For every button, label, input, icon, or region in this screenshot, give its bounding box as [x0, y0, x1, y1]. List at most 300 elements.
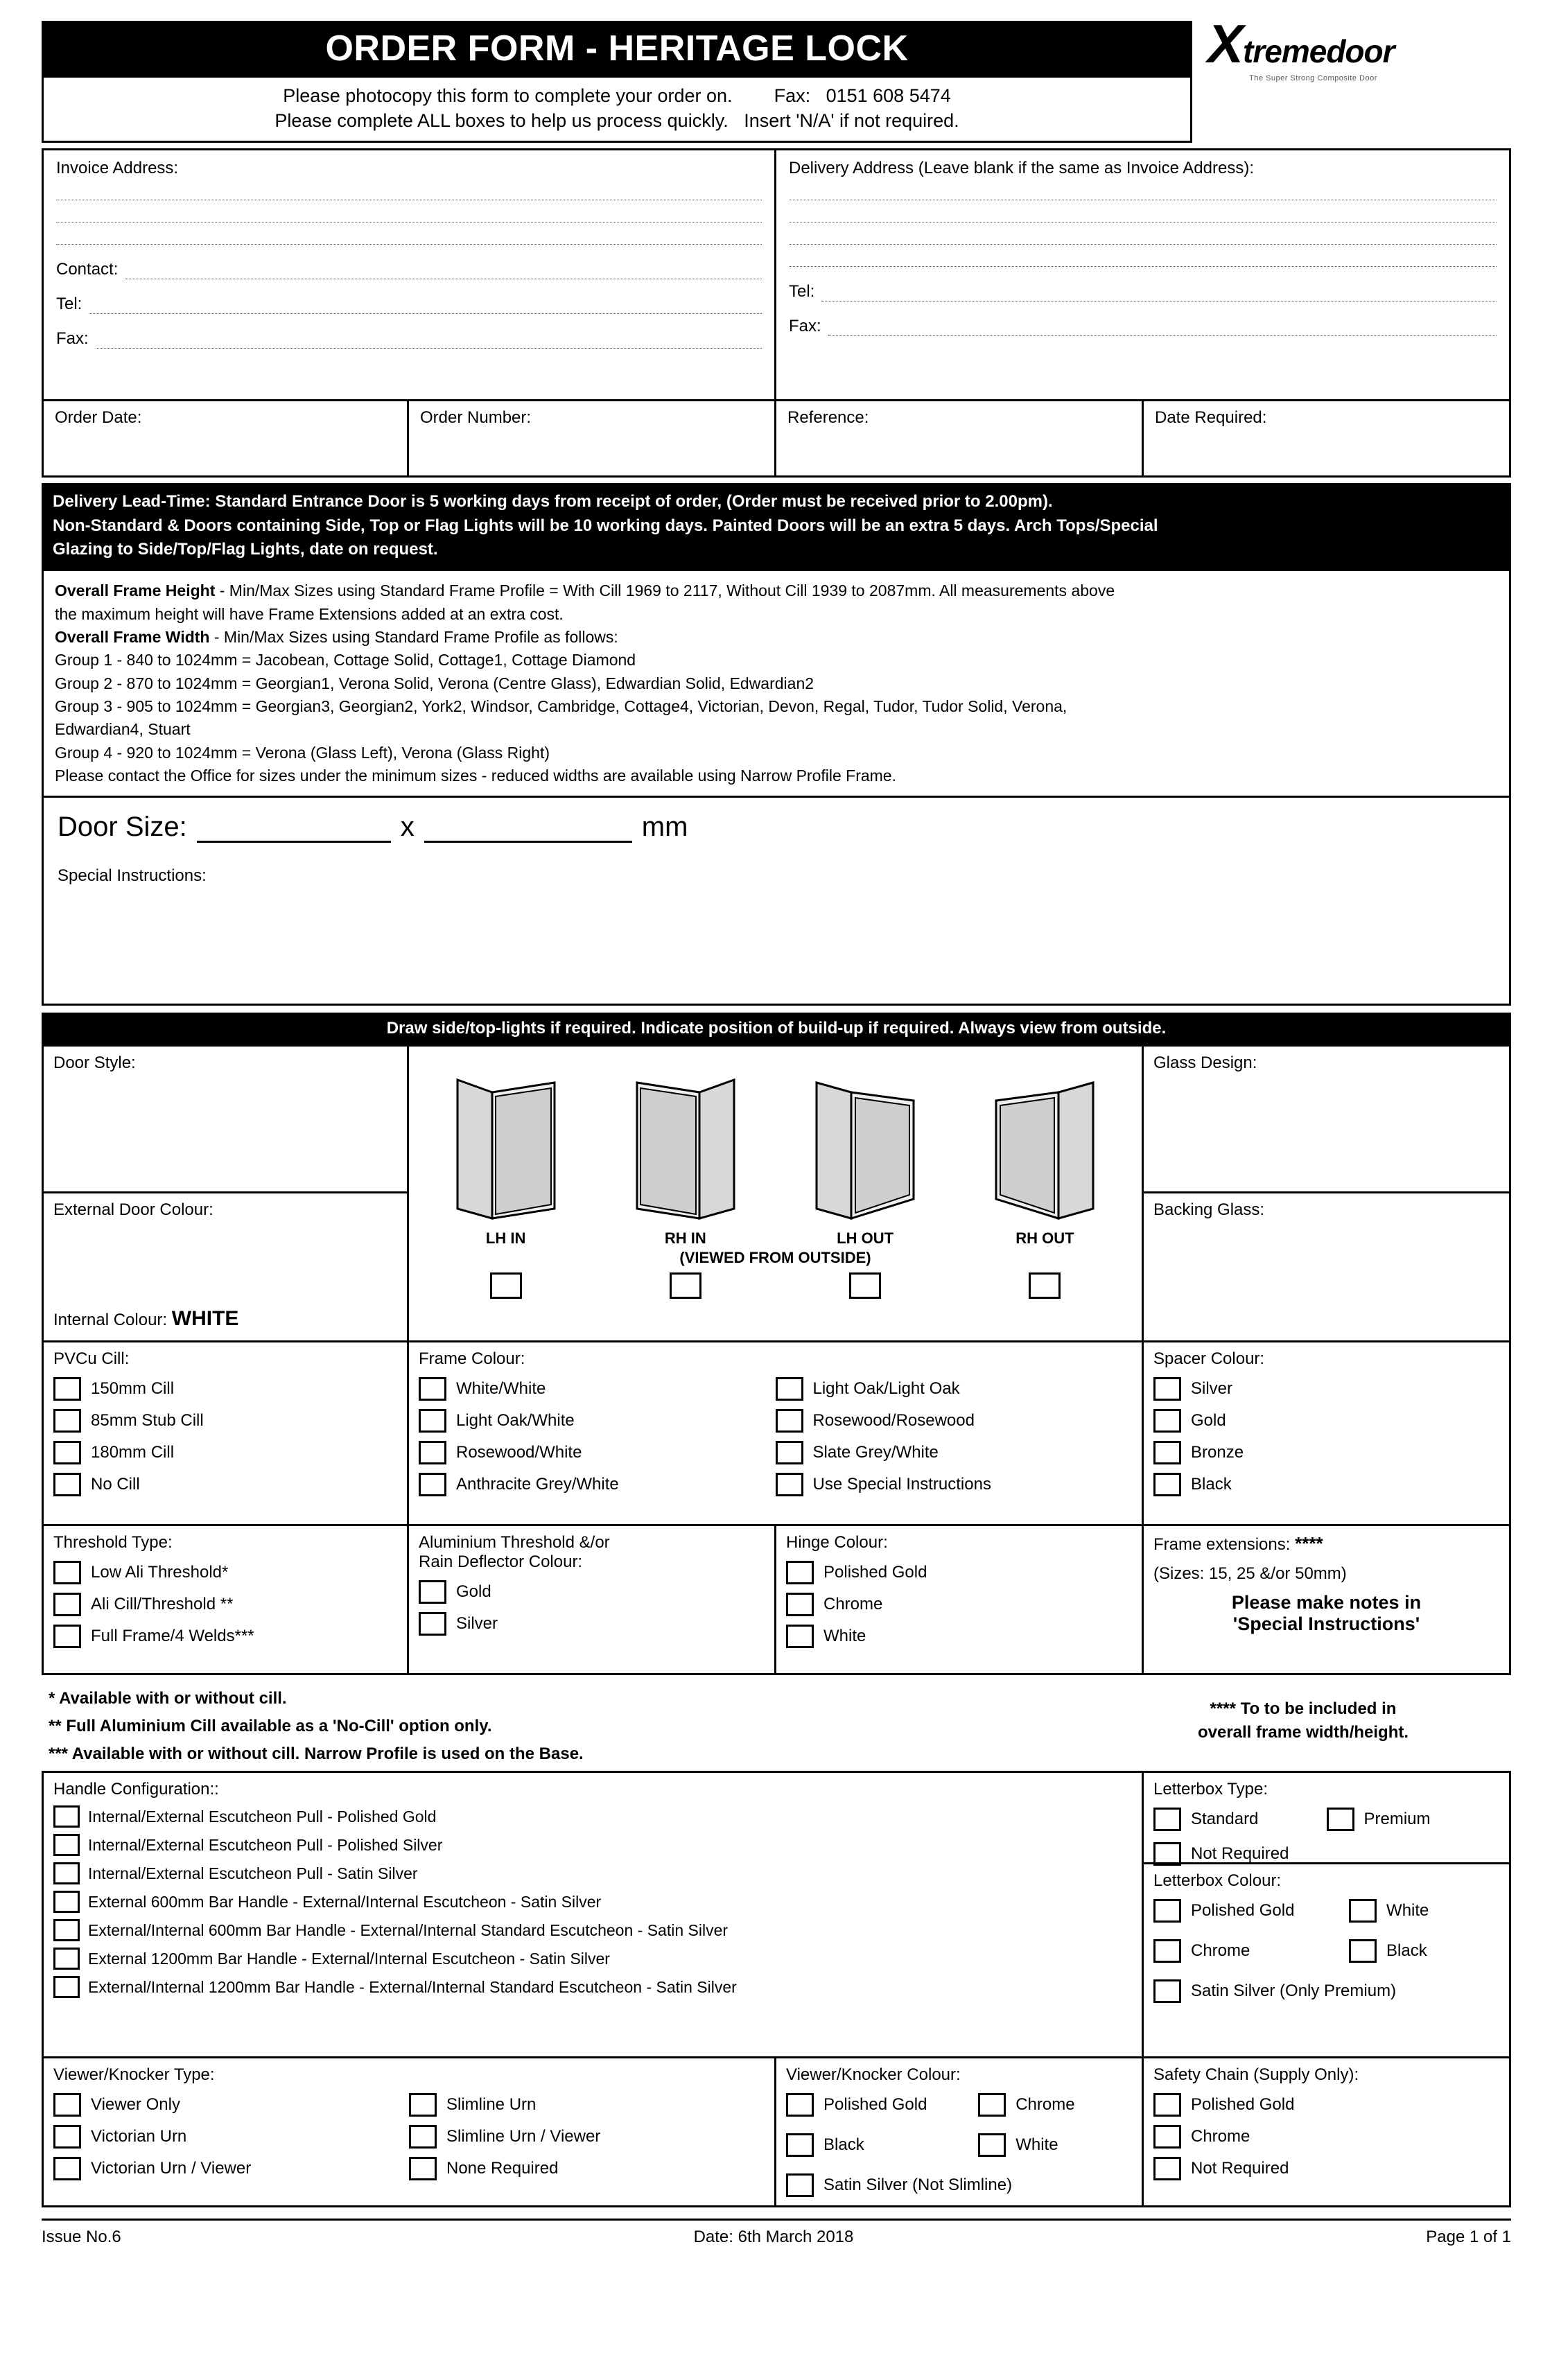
option-ali-silver[interactable]	[419, 1612, 765, 1636]
frame-extensions-stars: ****	[1295, 1533, 1323, 1555]
checkbox-lb-chrome[interactable]	[1153, 1939, 1181, 1963]
option-letterbox-not-required[interactable]	[1153, 1842, 1499, 1866]
checkbox-vc-black[interactable]	[786, 2133, 814, 2157]
label-no-cill: No Cill	[91, 1475, 140, 1494]
lead-time-band	[42, 483, 1511, 569]
option-letterbox-premium[interactable]	[1327, 1808, 1500, 1831]
label-lb-polished-gold: Polished Gold	[1191, 1901, 1295, 1920]
internal-colour-label: Internal Colour:	[53, 1311, 168, 1330]
option-vc-polished-gold[interactable]	[786, 2093, 978, 2117]
option-sc-chrome[interactable]	[1153, 2125, 1499, 2149]
option-lb-chrome[interactable]	[1153, 1939, 1349, 1963]
label-sc-not-required: Not Required	[1191, 2159, 1289, 2178]
label-lb-black: Black	[1386, 1941, 1427, 1961]
label-ali-cill-threshold: Ali Cill/Threshold **	[91, 1595, 234, 1614]
option-full-frame-4-welds[interactable]	[53, 1625, 397, 1648]
viewer-knocker-type-box[interactable]	[42, 2058, 776, 2207]
checkbox-light-oak-white[interactable]	[419, 1409, 446, 1433]
option-low-ali-threshold[interactable]	[53, 1561, 397, 1584]
door-size-width-input[interactable]	[197, 810, 391, 843]
reference-field[interactable]: Reference:	[776, 401, 1144, 478]
option-white-white[interactable]	[419, 1377, 776, 1401]
label-white-white: White/White	[456, 1379, 546, 1399]
checkbox-light-oak-light-oak[interactable]	[776, 1377, 803, 1401]
label-rosewood-white: Rosewood/White	[456, 1443, 582, 1462]
checkbox-handle-4[interactable]	[53, 1891, 80, 1913]
checkbox-handle-6[interactable]	[53, 1948, 80, 1970]
label-slate-grey-white: Slate Grey/White	[812, 1443, 939, 1462]
option-lb-satin-silver[interactable]	[1153, 1979, 1499, 2003]
date-required-field[interactable]: Date Required:	[1144, 401, 1511, 478]
label-vc-white: White	[1015, 2135, 1058, 2155]
handle-column	[42, 1771, 1144, 2058]
checkbox-none-required[interactable]	[409, 2157, 437, 2180]
label-cill-180: 180mm Cill	[91, 1443, 175, 1462]
invoice-address-line-3[interactable]	[56, 243, 762, 245]
invoice-fax-label: Fax:	[56, 329, 89, 348]
label-handle-5: External/Internal 600mm Bar Handle - External/Internal Standard Escutcheon - Satin Silver	[88, 1920, 729, 1939]
label-spacer-silver: Silver	[1191, 1379, 1233, 1399]
threshold-type-box[interactable]	[42, 1526, 409, 1675]
internal-colour-value: WHITE	[171, 1307, 239, 1331]
checkbox-sc-polished-gold[interactable]	[1153, 2093, 1181, 2117]
checkbox-viewer-only[interactable]	[53, 2093, 81, 2117]
viewer-type-grid	[53, 2085, 765, 2189]
option-victorian-urn-viewer[interactable]	[53, 2157, 409, 2180]
frame-height-text: - Min/Max Sizes using Standard Frame Profile = With Cill 1969 to 2117, Without Cill 1939 to 2087mm. All measurements above	[215, 581, 1115, 600]
delivery-tel-field[interactable]	[789, 282, 1497, 301]
header-instruction-line-2: Please complete ALL boxes to help us process quickly. Insert 'N/A' if not required.	[274, 110, 959, 132]
backing-glass-box[interactable]	[1144, 1193, 1511, 1342]
hinge-colour-box[interactable]	[776, 1526, 1144, 1675]
door-diagram-column	[409, 1044, 1144, 1342]
letterbox-type-box[interactable]	[1144, 1771, 1511, 1864]
label-letterbox-premium: Premium	[1363, 1810, 1431, 1829]
option-viewer-only[interactable]	[53, 2093, 409, 2117]
option-cill-180[interactable]	[53, 1441, 397, 1464]
door-rh-in-icon	[623, 1073, 748, 1225]
option-vc-chrome[interactable]	[978, 2093, 1132, 2117]
checkbox-ali-cill-threshold[interactable]	[53, 1593, 81, 1616]
checkbox-hinge-chrome[interactable]	[786, 1593, 814, 1616]
checkbox-handle-3[interactable]	[53, 1862, 80, 1884]
footnotes-row	[42, 1683, 1511, 1767]
checkbox-hinge-white[interactable]	[786, 1625, 814, 1648]
option-sc-not-required[interactable]	[1153, 2157, 1499, 2180]
frame-extensions-sizes: (Sizes: 15, 25 &/or 50mm)	[1153, 1564, 1347, 1584]
label-victorian-urn-viewer: Victorian Urn / Viewer	[91, 2159, 252, 2178]
frame-width-text: - Min/Max Sizes using Standard Frame Profile as follows:	[209, 627, 618, 646]
option-slimline-urn[interactable]	[409, 2093, 765, 2117]
label-cill-85-stub: 85mm Stub Cill	[91, 1411, 204, 1430]
checkbox-cill-85-stub[interactable]	[53, 1409, 81, 1433]
option-light-oak-light-oak[interactable]	[776, 1377, 1133, 1401]
viewer-colour-row-2	[786, 2125, 1132, 2165]
ali-threshold-box[interactable]	[409, 1526, 776, 1675]
footer-date: Date: 6th March 2018	[693, 2228, 854, 2247]
invoice-address-label: Invoice Address:	[56, 158, 179, 177]
frame-extensions-column	[1144, 1526, 1511, 1675]
ali-threshold-title-1: Aluminium Threshold &/or	[419, 1533, 610, 1552]
invoice-contact-label: Contact:	[56, 259, 119, 279]
option-handle-3[interactable]	[53, 1862, 1132, 1884]
option-lb-black[interactable]	[1349, 1939, 1499, 1963]
checkbox-lb-polished-gold[interactable]	[1153, 1899, 1181, 1923]
viewer-colour-column	[776, 2058, 1144, 2207]
frame-height-label: Overall Frame Height	[55, 581, 216, 600]
header-instruction-line-1: Please photocopy this form to complete your order on. Fax: 0151 608 5474	[283, 85, 951, 106]
logo-wordmark: tremedoor	[1243, 33, 1395, 69]
order-date-field[interactable]: Order Date:	[42, 401, 409, 478]
frame-colour-title: Frame Colour:	[419, 1349, 525, 1369]
checkbox-lb-satin-silver[interactable]	[1153, 1979, 1181, 2003]
option-hinge-polished-gold[interactable]	[786, 1561, 1132, 1584]
viewed-from-outside-note: (VIEWED FROM OUTSIDE)	[679, 1249, 871, 1267]
checkbox-lh-out[interactable]	[849, 1272, 881, 1299]
logo-text-wrap	[1207, 13, 1511, 74]
door-rh-out-icon	[982, 1073, 1107, 1225]
checkbox-handle-2[interactable]	[53, 1834, 80, 1856]
label-use-special-instructions: Use Special Instructions	[812, 1475, 991, 1494]
external-door-colour-label: External Door Colour:	[53, 1200, 213, 1220]
footnote-3: *** Available with or without cill. Narrow Profile is used on the Base.	[49, 1744, 584, 1764]
label-full-frame-4-welds: Full Frame/4 Welds***	[91, 1627, 254, 1646]
invoice-fax-field[interactable]	[56, 329, 762, 349]
option-light-oak-white[interactable]	[419, 1409, 776, 1433]
viewer-knocker-type-title: Viewer/Knocker Type:	[53, 2065, 215, 2085]
option-use-special-instructions[interactable]	[776, 1473, 1133, 1496]
glass-design-label: Glass Design:	[1153, 1053, 1257, 1073]
checkbox-slate-grey-white[interactable]	[776, 1441, 803, 1464]
option-ali-cill-threshold[interactable]	[53, 1593, 397, 1616]
door-lh-in-label: LH IN	[485, 1230, 526, 1248]
label-viewer-only: Viewer Only	[91, 2095, 180, 2115]
checkbox-full-frame-4-welds[interactable]	[53, 1625, 81, 1648]
address-section	[42, 148, 1511, 401]
option-lb-white[interactable]	[1349, 1899, 1499, 1923]
checkbox-spacer-silver[interactable]	[1153, 1377, 1181, 1401]
internal-colour-row	[53, 1307, 238, 1331]
order-number-field[interactable]: Order Number:	[409, 401, 776, 478]
invoice-tel-field[interactable]	[56, 295, 762, 314]
letterbox-type-title: Letterbox Type:	[1153, 1780, 1268, 1799]
delivery-address-line-2[interactable]	[789, 221, 1497, 222]
door-size-box[interactable]	[42, 798, 1511, 1006]
frame-colour-box[interactable]	[409, 1342, 1144, 1526]
label-ali-gold: Gold	[456, 1582, 491, 1602]
checkbox-victorian-urn[interactable]	[53, 2125, 81, 2149]
checkbox-vc-polished-gold[interactable]	[786, 2093, 814, 2117]
viewer-colour-row-1	[786, 2085, 1132, 2125]
invoice-tel-input[interactable]	[89, 295, 762, 314]
door-rh-in-label: RH IN	[664, 1230, 706, 1248]
option-rosewood-white[interactable]	[419, 1441, 776, 1464]
spacer-colour-box[interactable]	[1144, 1342, 1511, 1526]
option-handle-5[interactable]	[53, 1919, 1132, 1941]
footnote-2: ** Full Aluminium Cill available as a 'No-Cill' option only.	[49, 1717, 492, 1736]
checkbox-use-special-instructions[interactable]	[776, 1473, 803, 1496]
option-letterbox-standard[interactable]	[1153, 1808, 1327, 1831]
frame-colour-grid	[419, 1369, 1132, 1505]
invoice-tel-label: Tel:	[56, 294, 82, 313]
label-vc-polished-gold: Polished Gold	[823, 2095, 927, 2115]
checkbox-handle-1[interactable]	[53, 1805, 80, 1828]
checkbox-sc-not-required[interactable]	[1153, 2157, 1181, 2180]
label-light-oak-light-oak: Light Oak/Light Oak	[812, 1379, 960, 1399]
door-illustrations	[409, 1047, 1142, 1248]
checkbox-ali-silver[interactable]	[419, 1612, 446, 1636]
frame-width-label: Overall Frame Width	[55, 627, 210, 646]
door-rh-in	[616, 1073, 755, 1248]
option-vc-white[interactable]	[978, 2133, 1132, 2157]
label-rosewood-rosewood: Rosewood/Rosewood	[812, 1411, 975, 1430]
option-none-required[interactable]	[409, 2157, 765, 2180]
frame-extensions-note-1: Please make notes in	[1231, 1592, 1422, 1613]
frame-colour-col-2	[776, 1369, 1133, 1505]
option-handle-1[interactable]	[53, 1805, 1132, 1828]
option-hinge-chrome[interactable]	[786, 1593, 1132, 1616]
checkbox-no-cill[interactable]	[53, 1473, 81, 1496]
checkbox-victorian-urn-viewer[interactable]	[53, 2157, 81, 2180]
door-rh-out	[975, 1073, 1114, 1248]
frame-group-1: Group 1 - 840 to 1024mm = Jacobean, Cottage Solid, Cottage1, Cottage Diamond	[55, 651, 636, 670]
logo-tagline: The Super Strong Composite Door	[1249, 74, 1377, 82]
checkbox-vc-satin-silver[interactable]	[786, 2173, 814, 2197]
footnote-right-2: overall frame width/height.	[1197, 1722, 1409, 1742]
handle-letterbox-row	[42, 1771, 1511, 2058]
delivery-address-box[interactable]	[776, 148, 1511, 401]
label-spacer-bronze: Bronze	[1191, 1443, 1244, 1462]
invoice-contact-field[interactable]	[56, 260, 762, 279]
label-letterbox-not-required: Not Required	[1191, 1844, 1289, 1864]
label-handle-7: External/Internal 1200mm Bar Handle - External/Internal Standard Escutcheon - Satin Silver	[88, 1977, 737, 1996]
invoice-address-box[interactable]	[42, 148, 776, 401]
option-victorian-urn[interactable]	[53, 2125, 409, 2149]
option-spacer-gold[interactable]	[1153, 1409, 1499, 1433]
checkbox-letterbox-standard[interactable]	[1153, 1808, 1181, 1831]
option-lb-polished-gold[interactable]	[1153, 1899, 1349, 1923]
door-rh-out-label: RH OUT	[1015, 1230, 1074, 1248]
door-colour-box[interactable]	[42, 1193, 409, 1342]
label-none-required: None Required	[446, 2159, 559, 2178]
checkbox-handle-5[interactable]	[53, 1919, 80, 1941]
frame-extensions-box[interactable]	[1144, 1526, 1511, 1675]
door-lh-out-label: LH OUT	[837, 1230, 894, 1248]
viewer-knocker-colour-title: Viewer/Knocker Colour:	[786, 2065, 961, 2085]
viewer-knocker-colour-box[interactable]	[776, 2058, 1144, 2207]
checkbox-rosewood-white[interactable]	[419, 1441, 446, 1464]
door-orientation-box[interactable]	[409, 1044, 1144, 1342]
lead-time-line-1: Delivery Lead-Time: Standard Entrance Door is 5 working days from receipt of order, (Order must be received prior to 2.00pm).	[53, 491, 1053, 511]
delivery-address-label: Delivery Address (Leave blank if the same as Invoice Address):	[789, 158, 1254, 177]
invoice-fax-input[interactable]	[96, 330, 762, 349]
label-hinge-white: White	[823, 1627, 866, 1646]
viewer-type-col-1	[53, 2085, 409, 2189]
door-lh-out	[796, 1073, 934, 1248]
safety-chain-box[interactable]	[1144, 2058, 1511, 2207]
header-instructions	[42, 78, 1192, 143]
checkbox-hinge-polished-gold[interactable]	[786, 1561, 814, 1584]
checkbox-spacer-bronze[interactable]	[1153, 1441, 1181, 1464]
checkbox-cill-150[interactable]	[53, 1377, 81, 1401]
option-ali-gold[interactable]	[419, 1580, 765, 1604]
order-meta-row	[42, 401, 1511, 478]
checkbox-lb-black[interactable]	[1349, 1939, 1377, 1963]
checkbox-letterbox-premium[interactable]	[1327, 1808, 1354, 1831]
frame-extensions-title: Frame extensions:	[1153, 1535, 1291, 1555]
delivery-fax-field[interactable]	[789, 317, 1497, 336]
checkbox-lb-white[interactable]	[1349, 1899, 1377, 1923]
label-lb-satin-silver: Satin Silver (Only Premium)	[1191, 1981, 1397, 2001]
label-vc-satin-silver: Satin Silver (Not Slimline)	[823, 2176, 1013, 2195]
brand-logo	[1192, 13, 1511, 82]
label-hinge-chrome: Chrome	[823, 1595, 883, 1614]
backing-glass-label: Backing Glass:	[1153, 1200, 1265, 1220]
glass-column	[1144, 1044, 1511, 1342]
label-slimline-urn: Slimline Urn	[446, 2095, 537, 2115]
delivery-fax-label: Fax:	[789, 316, 821, 335]
hinge-colour-column	[776, 1526, 1144, 1675]
label-handle-6: External 1200mm Bar Handle - External/Internal Escutcheon - Satin Silver	[88, 1949, 610, 1968]
checkbox-lh-in[interactable]	[490, 1272, 522, 1299]
label-handle-1: Internal/External Escutcheon Pull - Polished Gold	[88, 1807, 437, 1826]
label-ali-silver: Silver	[456, 1614, 498, 1634]
glass-design-box[interactable]	[1144, 1044, 1511, 1193]
invoice-contact-input[interactable]	[125, 261, 762, 279]
checkbox-handle-7[interactable]	[53, 1976, 80, 1998]
option-slate-grey-white[interactable]	[776, 1441, 1133, 1464]
delivery-address-line-4[interactable]	[789, 265, 1497, 267]
handle-configuration-title: Handle Configuration::	[53, 1780, 219, 1799]
frame-height-line-2: the maximum height will have Frame Extensions added at an extra cost.	[55, 604, 564, 623]
checkbox-spacer-black[interactable]	[1153, 1473, 1181, 1496]
label-sc-polished-gold: Polished Gold	[1191, 2095, 1295, 2115]
page-title: ORDER FORM - HERITAGE LOCK	[42, 21, 1192, 78]
door-lh-in	[437, 1073, 575, 1248]
frame-group-3: Group 3 - 905 to 1024mm = Georgian3, Georgian2, York2, Windsor, Cambridge, Cottage4, Victorian, Devon, Regal, Tudor, Tudor Solid, Verona,	[55, 697, 1067, 715]
header-title-block	[42, 21, 1192, 143]
label-letterbox-standard: Standard	[1191, 1810, 1259, 1829]
frame-group-2: Group 2 - 870 to 1024mm = Georgian1, Verona Solid, Verona (Centre Glass), Edwardian Solid, Edwardian2	[55, 674, 814, 692]
label-spacer-black: Black	[1191, 1475, 1232, 1494]
checkbox-rosewood-rosewood[interactable]	[776, 1409, 803, 1433]
handle-configuration-box[interactable]	[42, 1771, 1144, 2058]
checkbox-white-white[interactable]	[419, 1377, 446, 1401]
frame-group-4: Group 4 - 920 to 1024mm = Verona (Glass Left), Verona (Glass Right)	[55, 743, 550, 762]
option-cill-85-stub[interactable]	[53, 1409, 397, 1433]
lead-time-line-3: Glazing to Side/Top/Flag Lights, date on request.	[53, 540, 438, 559]
frame-extensions-note-2: 'Special Instructions'	[1232, 1613, 1420, 1635]
checkbox-low-ali-threshold[interactable]	[53, 1561, 81, 1584]
threshold-type-column	[42, 1526, 409, 1675]
frame-colour-column	[409, 1342, 1144, 1526]
letterbox-colour-row-1	[1153, 1891, 1499, 1931]
pvcu-cill-box[interactable]	[42, 1342, 409, 1526]
option-spacer-silver[interactable]	[1153, 1377, 1499, 1401]
option-anthracite-grey-white[interactable]	[419, 1473, 776, 1496]
delivery-tel-input[interactable]	[821, 283, 1497, 301]
frame-colour-col-1	[419, 1369, 776, 1505]
option-cill-150[interactable]	[53, 1377, 397, 1401]
letterbox-column	[1144, 1771, 1511, 2058]
letterbox-colour-title: Letterbox Colour:	[1153, 1871, 1282, 1891]
footnote-right-1: **** To to be included in	[1210, 1699, 1397, 1719]
option-handle-4[interactable]	[53, 1891, 1132, 1913]
letterbox-colour-box[interactable]	[1144, 1864, 1511, 2058]
special-instructions-label: Special Instructions:	[58, 866, 207, 886]
door-style-box[interactable]	[42, 1044, 409, 1193]
label-hinge-polished-gold: Polished Gold	[823, 1563, 927, 1582]
checkbox-letterbox-not-required[interactable]	[1153, 1842, 1181, 1866]
pvcu-cill-title: PVCu Cill:	[53, 1349, 130, 1369]
option-no-cill[interactable]	[53, 1473, 397, 1496]
label-light-oak-white: Light Oak/White	[456, 1411, 575, 1430]
option-handle-6[interactable]	[53, 1948, 1132, 1970]
delivery-tel-label: Tel:	[789, 281, 815, 301]
cill-frame-spacer-row	[42, 1342, 1511, 1526]
label-low-ali-threshold: Low Ali Threshold*	[91, 1563, 229, 1582]
option-vc-satin-silver[interactable]	[786, 2173, 1132, 2197]
pvcu-cill-column	[42, 1342, 409, 1526]
option-spacer-bronze[interactable]	[1153, 1441, 1499, 1464]
door-size-line[interactable]	[58, 810, 1495, 843]
checkbox-slimline-urn[interactable]	[409, 2093, 437, 2117]
option-handle-2[interactable]	[53, 1834, 1132, 1856]
checkbox-sc-chrome[interactable]	[1153, 2125, 1181, 2149]
label-handle-3: Internal/External Escutcheon Pull - Satin Silver	[88, 1864, 418, 1882]
door-orientation-checkboxes	[409, 1267, 1142, 1307]
door-size-height-input[interactable]	[424, 810, 632, 843]
delivery-fax-input[interactable]	[828, 317, 1497, 336]
checkbox-anthracite-grey-white[interactable]	[419, 1473, 446, 1496]
footnote-1: * Available with or without cill.	[49, 1689, 287, 1708]
logo-x-mark: X	[1207, 13, 1244, 74]
checkbox-vc-white[interactable]	[978, 2133, 1006, 2157]
delivery-address-line-3[interactable]	[789, 243, 1497, 245]
label-lb-white: White	[1386, 1901, 1429, 1920]
option-rosewood-rosewood[interactable]	[776, 1409, 1133, 1433]
invoice-address-line-2[interactable]	[56, 221, 762, 222]
style-row	[42, 1044, 1511, 1342]
option-slimline-urn-viewer[interactable]	[409, 2125, 765, 2149]
option-vc-black[interactable]	[786, 2133, 978, 2157]
checkbox-rh-in[interactable]	[670, 1272, 701, 1299]
checkbox-rh-out[interactable]	[1029, 1272, 1061, 1299]
option-handle-7[interactable]	[53, 1976, 1132, 1998]
letterbox-colour-row-2	[1153, 1931, 1499, 1971]
invoice-address-line-1[interactable]	[56, 199, 762, 200]
letterbox-type-row-1	[1153, 1799, 1499, 1839]
option-sc-polished-gold[interactable]	[1153, 2093, 1499, 2117]
threshold-type-title: Threshold Type:	[53, 1533, 173, 1552]
footnotes-left	[42, 1683, 584, 1767]
option-hinge-white[interactable]	[786, 1625, 1132, 1648]
viewer-type-col-2	[409, 2085, 765, 2189]
footer-page: Page 1 of 1	[1426, 2228, 1511, 2247]
option-spacer-black[interactable]	[1153, 1473, 1499, 1496]
checkbox-vc-chrome[interactable]	[978, 2093, 1006, 2117]
label-spacer-gold: Gold	[1191, 1411, 1226, 1430]
delivery-address-line-1[interactable]	[789, 199, 1497, 200]
form-header	[42, 13, 1511, 143]
spacer-colour-column	[1144, 1342, 1511, 1526]
checkbox-ali-gold[interactable]	[419, 1580, 446, 1604]
checkbox-spacer-gold[interactable]	[1153, 1409, 1181, 1433]
checkbox-slimline-urn-viewer[interactable]	[409, 2125, 437, 2149]
lead-time-line-2: Non-Standard & Doors containing Side, Top or Flag Lights will be 10 working days. Painted Doors will be an extra 5 days. Arch Tops/Special	[53, 516, 1158, 535]
label-vc-chrome: Chrome	[1015, 2095, 1075, 2115]
checkbox-cill-180[interactable]	[53, 1441, 81, 1464]
